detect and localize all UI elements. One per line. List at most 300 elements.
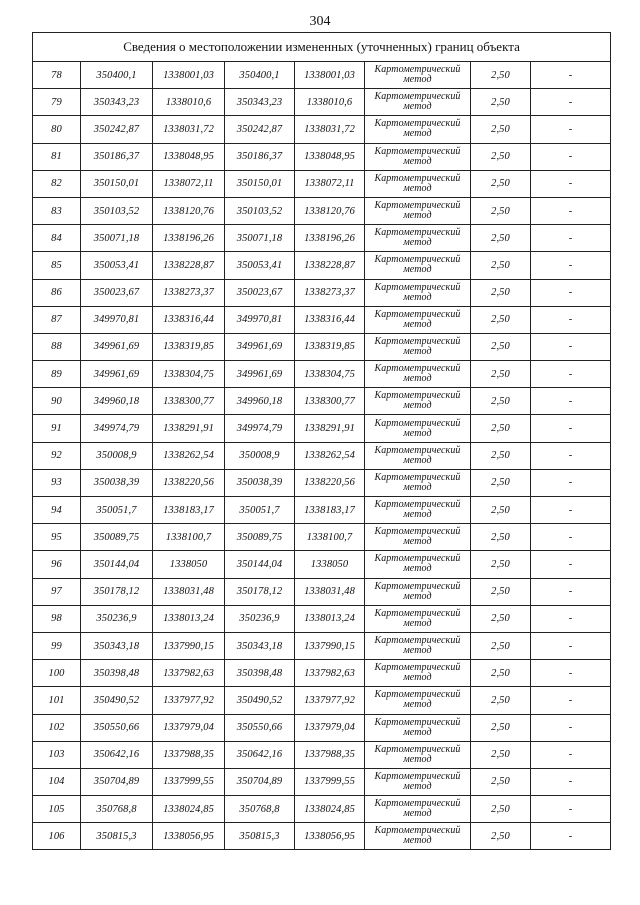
method-label-line-2: метод [403, 617, 432, 629]
accuracy-cell: 2,50 [471, 197, 531, 224]
point-number-cell: 80 [33, 116, 81, 143]
accuracy-cell: 2,50 [471, 170, 531, 197]
accuracy-cell: 2,50 [471, 660, 531, 687]
existing-y-cell: 1338316,44 [153, 306, 225, 333]
refined-y-cell: 1338013,24 [295, 605, 365, 632]
note-cell: - [531, 333, 611, 360]
note-cell: - [531, 469, 611, 496]
method-label-line-2: метод [403, 373, 432, 385]
accuracy-cell: 2,50 [471, 524, 531, 551]
method-label-line-2: метод [403, 536, 432, 548]
table-row [33, 687, 611, 714]
table-row [33, 361, 611, 388]
table-row [33, 388, 611, 415]
existing-y-cell: 1337982,63 [153, 660, 225, 687]
note-cell: - [531, 768, 611, 795]
method-label-line-2: метод [403, 264, 432, 276]
method-cell [365, 170, 471, 197]
refined-x-cell: 349960,18 [225, 388, 295, 415]
refined-x-cell: 350089,75 [225, 524, 295, 551]
refined-x-cell: 350103,52 [225, 197, 295, 224]
note-cell: - [531, 796, 611, 823]
table-title: Сведения о местоположении измененных (уточненных) границ объекта [33, 33, 611, 62]
refined-x-cell: 350023,67 [225, 279, 295, 306]
refined-y-cell: 1338273,37 [295, 279, 365, 306]
accuracy-cell: 2,50 [471, 116, 531, 143]
refined-y-cell: 1338196,26 [295, 225, 365, 252]
method-label-line-1: Картометрический [374, 254, 461, 266]
method-cell [365, 578, 471, 605]
accuracy-cell: 2,50 [471, 306, 531, 333]
table-row [33, 279, 611, 306]
refined-x-cell: 349974,79 [225, 415, 295, 442]
point-number-cell: 101 [33, 687, 81, 714]
existing-y-cell: 1338273,37 [153, 279, 225, 306]
point-number-cell: 104 [33, 768, 81, 795]
note-cell: - [531, 632, 611, 659]
point-number-cell: 85 [33, 252, 81, 279]
existing-x-cell: 350008,9 [81, 442, 153, 469]
accuracy-cell: 2,50 [471, 823, 531, 850]
method-label-line-2: метод [403, 509, 432, 521]
table-row [33, 551, 611, 578]
refined-x-cell: 350343,18 [225, 632, 295, 659]
note-cell: - [531, 442, 611, 469]
method-label-line-2: метод [403, 101, 432, 113]
existing-y-cell: 1338056,95 [153, 823, 225, 850]
existing-x-cell: 350490,52 [81, 687, 153, 714]
existing-y-cell: 1338300,77 [153, 388, 225, 415]
method-label-line-1: Картометрический [374, 281, 461, 293]
existing-y-cell: 1338100,7 [153, 524, 225, 551]
table-row [33, 62, 611, 89]
method-label-line-1: Картометрический [374, 770, 461, 782]
accuracy-cell: 2,50 [471, 279, 531, 306]
point-number-cell: 103 [33, 741, 81, 768]
accuracy-cell: 2,50 [471, 415, 531, 442]
existing-x-cell: 350023,67 [81, 279, 153, 306]
existing-x-cell: 349974,79 [81, 415, 153, 442]
existing-y-cell: 1338220,56 [153, 469, 225, 496]
table-row [33, 823, 611, 850]
method-label-line-1: Картометрический [374, 417, 461, 429]
existing-x-cell: 350815,3 [81, 823, 153, 850]
existing-y-cell: 1338072,11 [153, 170, 225, 197]
existing-y-cell: 1338196,26 [153, 225, 225, 252]
accuracy-cell: 2,50 [471, 361, 531, 388]
accuracy-cell: 2,50 [471, 225, 531, 252]
existing-x-cell: 350550,66 [81, 714, 153, 741]
existing-x-cell: 350236,9 [81, 605, 153, 632]
existing-y-cell: 1338120,76 [153, 197, 225, 224]
method-label-line-2: метод [403, 182, 432, 194]
method-cell [365, 252, 471, 279]
point-number-cell: 93 [33, 469, 81, 496]
refined-y-cell: 1338291,91 [295, 415, 365, 442]
point-number-cell: 97 [33, 578, 81, 605]
method-cell [365, 415, 471, 442]
note-cell: - [531, 170, 611, 197]
accuracy-cell: 2,50 [471, 442, 531, 469]
note-cell: - [531, 660, 611, 687]
accuracy-cell: 2,50 [471, 469, 531, 496]
point-number-cell: 94 [33, 497, 81, 524]
method-label-line-1: Картометрический [374, 471, 461, 483]
refined-x-cell: 350815,3 [225, 823, 295, 850]
existing-x-cell: 350089,75 [81, 524, 153, 551]
refined-y-cell: 1338072,11 [295, 170, 365, 197]
refined-y-cell: 1337990,15 [295, 632, 365, 659]
method-label-line-1: Картометрический [374, 227, 461, 239]
note-cell: - [531, 197, 611, 224]
method-label-line-1: Картометрический [374, 145, 461, 157]
point-number-cell: 82 [33, 170, 81, 197]
boundary-coordinates-table [32, 32, 611, 850]
table-row [33, 714, 611, 741]
existing-x-cell: 349961,69 [81, 361, 153, 388]
method-label-line-2: метод [403, 345, 432, 357]
existing-x-cell: 350103,52 [81, 197, 153, 224]
table-row [33, 442, 611, 469]
existing-x-cell: 350398,48 [81, 660, 153, 687]
note-cell: - [531, 605, 611, 632]
refined-y-cell: 1338031,72 [295, 116, 365, 143]
refined-y-cell: 1338319,85 [295, 333, 365, 360]
method-cell [365, 197, 471, 224]
point-number-cell: 96 [33, 551, 81, 578]
table-row [33, 116, 611, 143]
method-cell [365, 442, 471, 469]
method-label-line-2: метод [403, 155, 432, 167]
note-cell: - [531, 62, 611, 89]
method-cell [365, 497, 471, 524]
existing-x-cell: 350144,04 [81, 551, 153, 578]
method-cell [365, 551, 471, 578]
point-number-cell: 86 [33, 279, 81, 306]
existing-y-cell: 1337979,04 [153, 714, 225, 741]
note-cell: - [531, 388, 611, 415]
method-label-line-1: Картометрический [374, 580, 461, 592]
table-row [33, 524, 611, 551]
existing-y-cell: 1337977,92 [153, 687, 225, 714]
method-cell [365, 796, 471, 823]
existing-y-cell: 1338262,54 [153, 442, 225, 469]
refined-y-cell: 1337977,92 [295, 687, 365, 714]
point-number-cell: 98 [33, 605, 81, 632]
note-cell: - [531, 361, 611, 388]
existing-x-cell: 349960,18 [81, 388, 153, 415]
existing-x-cell: 350071,18 [81, 225, 153, 252]
refined-y-cell: 1338183,17 [295, 497, 365, 524]
refined-x-cell: 350398,48 [225, 660, 295, 687]
note-cell: - [531, 714, 611, 741]
refined-x-cell: 350008,9 [225, 442, 295, 469]
point-number-cell: 79 [33, 89, 81, 116]
existing-x-cell: 350768,8 [81, 796, 153, 823]
existing-x-cell: 350038,39 [81, 469, 153, 496]
refined-y-cell: 1338056,95 [295, 823, 365, 850]
refined-y-cell: 1338304,75 [295, 361, 365, 388]
point-number-cell: 100 [33, 660, 81, 687]
method-label-line-1: Картометрический [374, 444, 461, 456]
existing-x-cell: 350343,18 [81, 632, 153, 659]
accuracy-cell: 2,50 [471, 497, 531, 524]
table-row [33, 469, 611, 496]
refined-y-cell: 1338031,48 [295, 578, 365, 605]
table-row [33, 89, 611, 116]
existing-x-cell: 349970,81 [81, 306, 153, 333]
table-row [33, 660, 611, 687]
existing-y-cell: 1338319,85 [153, 333, 225, 360]
refined-y-cell: 1337982,63 [295, 660, 365, 687]
refined-y-cell: 1337999,55 [295, 768, 365, 795]
refined-y-cell: 1338050 [295, 551, 365, 578]
method-cell [365, 89, 471, 116]
table-row [33, 768, 611, 795]
method-label-line-1: Картометрический [374, 499, 461, 511]
method-label-line-2: метод [403, 74, 432, 86]
refined-x-cell: 350768,8 [225, 796, 295, 823]
existing-y-cell: 1337990,15 [153, 632, 225, 659]
method-label-line-2: метод [403, 753, 432, 765]
refined-x-cell: 350150,01 [225, 170, 295, 197]
refined-y-cell: 1338001,03 [295, 62, 365, 89]
existing-y-cell: 1337999,55 [153, 768, 225, 795]
note-cell: - [531, 306, 611, 333]
method-label-line-1: Картометрический [374, 363, 461, 375]
method-label-line-2: метод [403, 835, 432, 847]
accuracy-cell: 2,50 [471, 143, 531, 170]
accuracy-cell: 2,50 [471, 632, 531, 659]
accuracy-cell: 2,50 [471, 687, 531, 714]
refined-y-cell: 1338100,7 [295, 524, 365, 551]
refined-x-cell: 350550,66 [225, 714, 295, 741]
method-cell [365, 741, 471, 768]
note-cell: - [531, 89, 611, 116]
refined-y-cell: 1338316,44 [295, 306, 365, 333]
existing-x-cell: 350400,1 [81, 62, 153, 89]
table-row [33, 170, 611, 197]
table-row [33, 333, 611, 360]
existing-x-cell: 350150,01 [81, 170, 153, 197]
existing-x-cell: 350704,89 [81, 768, 153, 795]
refined-x-cell: 350178,12 [225, 578, 295, 605]
accuracy-cell: 2,50 [471, 605, 531, 632]
method-cell [365, 143, 471, 170]
method-label-line-1: Картометрический [374, 390, 461, 402]
accuracy-cell: 2,50 [471, 388, 531, 415]
refined-x-cell: 350400,1 [225, 62, 295, 89]
method-label-line-1: Картометрический [374, 716, 461, 728]
existing-y-cell: 1338048,95 [153, 143, 225, 170]
method-label-line-2: метод [403, 808, 432, 820]
method-cell [365, 306, 471, 333]
note-cell: - [531, 497, 611, 524]
method-label-line-2: метод [403, 645, 432, 657]
note-cell: - [531, 252, 611, 279]
point-number-cell: 87 [33, 306, 81, 333]
method-label-line-1: Картометрический [374, 798, 461, 810]
point-number-cell: 92 [33, 442, 81, 469]
accuracy-cell: 2,50 [471, 768, 531, 795]
refined-x-cell: 350236,9 [225, 605, 295, 632]
method-label-line-2: метод [403, 563, 432, 575]
table-row [33, 632, 611, 659]
refined-x-cell: 350642,16 [225, 741, 295, 768]
refined-x-cell: 350053,41 [225, 252, 295, 279]
method-label-line-1: Картометрический [374, 200, 461, 212]
note-cell: - [531, 143, 611, 170]
method-cell [365, 632, 471, 659]
point-number-cell: 90 [33, 388, 81, 415]
table-body [33, 62, 611, 850]
table-row [33, 415, 611, 442]
accuracy-cell: 2,50 [471, 796, 531, 823]
refined-y-cell: 1338048,95 [295, 143, 365, 170]
existing-y-cell: 1338291,91 [153, 415, 225, 442]
existing-y-cell: 1338304,75 [153, 361, 225, 388]
method-label-line-1: Картометрический [374, 172, 461, 184]
method-label-line-2: метод [403, 318, 432, 330]
method-cell [365, 469, 471, 496]
note-cell: - [531, 225, 611, 252]
point-number-cell: 91 [33, 415, 81, 442]
method-label-line-1: Картометрический [374, 607, 461, 619]
note-cell: - [531, 551, 611, 578]
method-cell [365, 333, 471, 360]
refined-x-cell: 349961,69 [225, 333, 295, 360]
existing-x-cell: 350178,12 [81, 578, 153, 605]
refined-y-cell: 1338024,85 [295, 796, 365, 823]
point-number-cell: 83 [33, 197, 81, 224]
refined-y-cell: 1338010,6 [295, 89, 365, 116]
accuracy-cell: 2,50 [471, 551, 531, 578]
accuracy-cell: 2,50 [471, 252, 531, 279]
existing-x-cell: 350242,87 [81, 116, 153, 143]
method-label-line-2: метод [403, 699, 432, 711]
refined-x-cell: 350343,23 [225, 89, 295, 116]
note-cell: - [531, 687, 611, 714]
existing-y-cell: 1338001,03 [153, 62, 225, 89]
existing-x-cell: 350642,16 [81, 741, 153, 768]
method-cell [365, 524, 471, 551]
accuracy-cell: 2,50 [471, 62, 531, 89]
note-cell: - [531, 741, 611, 768]
point-number-cell: 105 [33, 796, 81, 823]
refined-x-cell: 350144,04 [225, 551, 295, 578]
table-row [33, 197, 611, 224]
method-cell [365, 116, 471, 143]
note-cell: - [531, 116, 611, 143]
refined-y-cell: 1337979,04 [295, 714, 365, 741]
method-cell [365, 823, 471, 850]
accuracy-cell: 2,50 [471, 333, 531, 360]
existing-y-cell: 1338031,72 [153, 116, 225, 143]
existing-y-cell: 1338183,17 [153, 497, 225, 524]
refined-x-cell: 350186,37 [225, 143, 295, 170]
method-label-line-1: Картометрический [374, 91, 461, 103]
refined-x-cell: 350071,18 [225, 225, 295, 252]
existing-x-cell: 350053,41 [81, 252, 153, 279]
table-row [33, 143, 611, 170]
accuracy-cell: 2,50 [471, 89, 531, 116]
refined-y-cell: 1338228,87 [295, 252, 365, 279]
refined-x-cell: 350490,52 [225, 687, 295, 714]
method-cell [365, 361, 471, 388]
refined-x-cell: 350051,7 [225, 497, 295, 524]
point-number-cell: 78 [33, 62, 81, 89]
existing-x-cell: 350186,37 [81, 143, 153, 170]
table-row [33, 252, 611, 279]
method-label-line-1: Картометрический [374, 635, 461, 647]
method-label-line-2: метод [403, 780, 432, 792]
point-number-cell: 88 [33, 333, 81, 360]
refined-x-cell: 350242,87 [225, 116, 295, 143]
refined-y-cell: 1338300,77 [295, 388, 365, 415]
existing-y-cell: 1337988,35 [153, 741, 225, 768]
table-row [33, 741, 611, 768]
method-label-line-1: Картометрический [374, 526, 461, 538]
refined-x-cell: 350704,89 [225, 768, 295, 795]
existing-y-cell: 1338013,24 [153, 605, 225, 632]
existing-y-cell: 1338050 [153, 551, 225, 578]
method-label-line-1: Картометрический [374, 553, 461, 565]
method-cell [365, 62, 471, 89]
existing-x-cell: 350051,7 [81, 497, 153, 524]
existing-x-cell: 349961,69 [81, 333, 153, 360]
accuracy-cell: 2,50 [471, 578, 531, 605]
method-cell [365, 388, 471, 415]
table-row [33, 796, 611, 823]
method-cell [365, 605, 471, 632]
point-number-cell: 84 [33, 225, 81, 252]
method-cell [365, 687, 471, 714]
method-label-line-2: метод [403, 454, 432, 466]
table-row [33, 578, 611, 605]
point-number-cell: 99 [33, 632, 81, 659]
table-row [33, 605, 611, 632]
point-number-cell: 95 [33, 524, 81, 551]
method-cell [365, 768, 471, 795]
refined-x-cell: 349961,69 [225, 361, 295, 388]
point-number-cell: 102 [33, 714, 81, 741]
method-label-line-1: Картометрический [374, 118, 461, 130]
note-cell: - [531, 279, 611, 306]
method-label-line-1: Картометрический [374, 308, 461, 320]
accuracy-cell: 2,50 [471, 714, 531, 741]
existing-y-cell: 1338031,48 [153, 578, 225, 605]
table-row [33, 225, 611, 252]
method-label-line-2: метод [403, 400, 432, 412]
existing-y-cell: 1338024,85 [153, 796, 225, 823]
method-label-line-1: Картометрический [374, 64, 461, 76]
method-label-line-2: метод [403, 590, 432, 602]
note-cell: - [531, 578, 611, 605]
note-cell: - [531, 415, 611, 442]
refined-y-cell: 1338262,54 [295, 442, 365, 469]
method-label-line-1: Картометрический [374, 743, 461, 755]
point-number-cell: 81 [33, 143, 81, 170]
page-number: 304 [309, 14, 331, 29]
existing-y-cell: 1338010,6 [153, 89, 225, 116]
refined-y-cell: 1338220,56 [295, 469, 365, 496]
method-label-line-2: метод [403, 481, 432, 493]
method-cell [365, 279, 471, 306]
accuracy-cell: 2,50 [471, 741, 531, 768]
method-label-line-2: метод [403, 237, 432, 249]
refined-y-cell: 1337988,35 [295, 741, 365, 768]
method-label-line-2: метод [403, 128, 432, 140]
